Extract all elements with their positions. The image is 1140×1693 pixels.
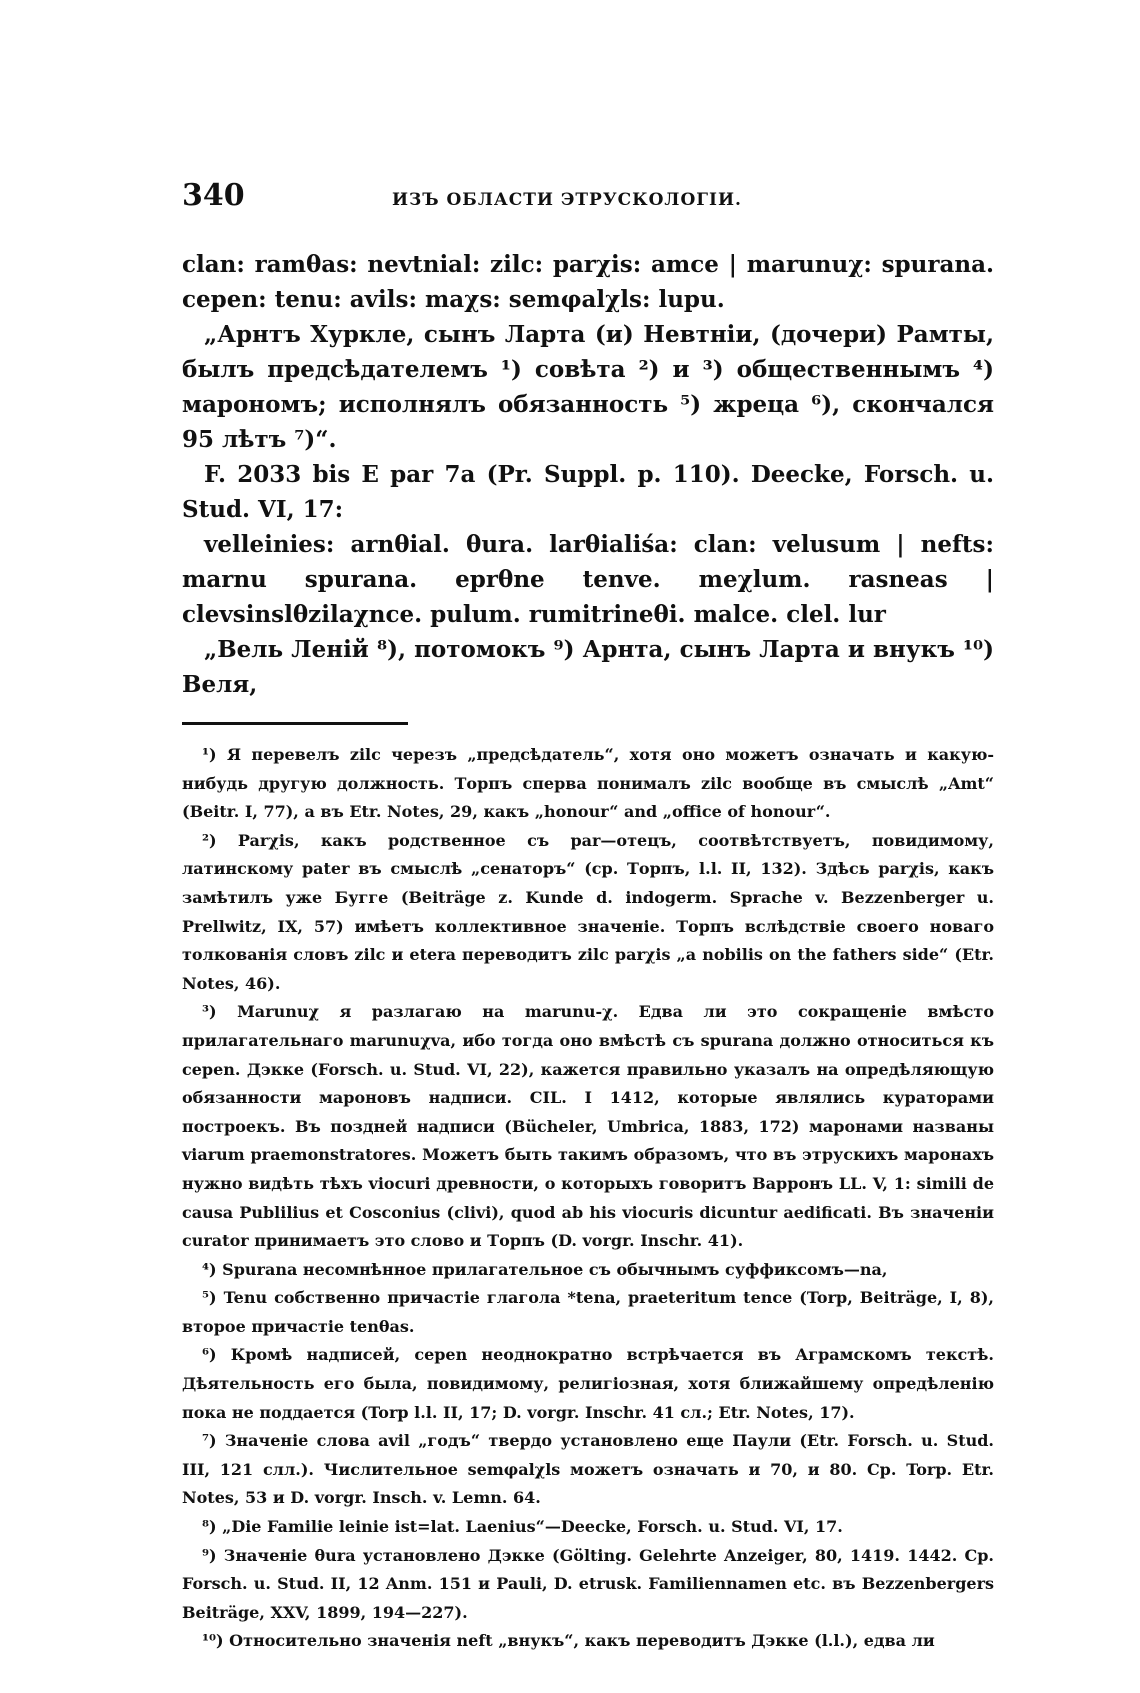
- footnote-separator: [182, 722, 408, 725]
- footnotes: [182, 741, 994, 1656]
- inscription-line-2: velleinies: arnθial. θura. larθialiśa: clan: velusum | nefts: marnu spurana. eprθne tenve. meχlum. rasneas | clevsinslθzilaχnce. pulum. rumitrineθi. malce. clel. lur: [182, 531, 994, 628]
- inscription-line-1: clan: ramθas: nevtnial: zilc: parχis: amce | marunuχ: spurana. cepen: tenu: avils: maχs: semφalχls: lupu.: [182, 251, 994, 313]
- book-page: [182, 178, 994, 1656]
- translation-2: „Вель Леній ⁸), потомокъ ⁹) Арнта, сынъ Ларта и внукъ ¹⁰) Веля,: [182, 636, 994, 698]
- main-text: [182, 247, 994, 702]
- footnote: ⁵) Tenu собственно причастіе глагола *tena, praeteritum tence (Torp, Beiträge, I, 8), второе причастіе tenθas.: [182, 1288, 994, 1336]
- footnote: ¹) Я перевелъ zilc черезъ „предсѣдатель“, хотя оно можетъ означать и какую-нибудь другую должность. Торпъ сперва понималъ zilc вообще въ смыслѣ „Amt“ (Beitr. I, 77), а въ Etr. Notes, 29, какъ „honour“ and „office of honour“.: [182, 745, 994, 822]
- running-title: ИЗЪ ОБЛАСТИ ЭТРУСКОЛОГІИ.: [392, 190, 742, 210]
- reference-line: F. 2033 bis E par 7a (Pr. Suppl. p. 110). Deecke, Forsch. u. Stud. VI, 17:: [182, 461, 994, 523]
- footnote: ⁸) „Die Familie leinie ist=lat. Laenius“—Deecke, Forsch. u. Stud. VI, 17.: [202, 1517, 843, 1537]
- translation-1: „Арнтъ Хуркле, сынъ Ларта (и) Невтніи, (дочери) Рамты, былъ предсѣдателемъ ¹) совѣта ²) и ³) общественнымъ ⁴) марономъ; исполнялъ обязанность ⁵) жреца ⁶), скончался 95 лѣтъ ⁷)“.: [182, 321, 994, 453]
- footnote: ⁴) Spurana несомнѣнное прилагательное съ обычнымъ суффиксомъ—na,: [202, 1259, 888, 1279]
- footnote: ²) Parχis, какъ родственное съ par—отецъ, соотвѣтствуетъ, повидимому, латинскому pater въ смыслѣ „сенаторъ“ (ср. Торпъ, l.l. II, 132). Здѣсь parχis, какъ замѣтилъ уже Бугге (Beiträge z. Kunde d. indogerm. Sprache v. Bezzenberger u. Prellwitz, IX, 57) имѣетъ коллективное значеніе. Торпъ вслѣдствіе своего новаго толкованія словъ zilc и etera переводитъ zilc parχis „a nobilis on the fathers side“ (Etr. Notes, 46).: [182, 830, 994, 993]
- page-number: 340: [182, 178, 245, 213]
- footnote: ³) Marunuχ я разлагаю на marunu-χ. Едва ли это сокращеніе вмѣсто прилагательнаго marunuχva, ибо тогда оно вмѣстѣ съ spurana должно относиться къ cepen. Дэкке (Forsch. u. Stud. VI, 22), кажется правильно указалъ на опредѣляющую обязанности мароновъ надписи. CIL. I 1412, которые являлись кураторами построекъ. Въ поздней надписи (Bücheler, Umbrica, 1883, 172) маронами названы viarum praemonstratores. Можетъ быть такимъ образомъ, что въ этрускихъ маронахъ нужно видѣть тѣхъ viocuri древности, о которыхъ говоритъ Варронъ LL. V, 1: simili de causa Publilius et Cosconius (clivi), quod ab his viocuris dicuntur aedificati. Въ значеніи curator принимаетъ это слово и Торпъ (D. vorgr. Inschr. 41).: [182, 1002, 994, 1251]
- footnote: ¹⁰) Относительно значенія neft „внукъ“, какъ переводитъ Дэкке (l.l.), едва ли: [202, 1631, 935, 1651]
- footnote: ⁶) Кромѣ надписей, cepen неоднократно встрѣчается въ Аграмскомъ текстѣ. Дѣятельность его была, повидимому, религіозная, хотя ближайшему опредѣленію пока не поддается (Torp l.l. II, 17; D. vorgr. Inschr. 41 сл.; Etr. Notes, 17).: [182, 1345, 994, 1422]
- footnote: ⁹) Значеніе θura установлено Дэкке (Gölting. Gelehrte Anzeiger, 80, 1419. 1442. Ср. Forsch. u. Stud. II, 12 Anm. 151 и Pauli, D. etrusk. Familiennamen etc. въ Bezzenbergers Beiträge, XXV, 1899, 194—227).: [182, 1545, 994, 1622]
- footnote: ⁷) Значеніе слова avil „годъ“ твердо установлено еще Паули (Etr. Forsch. u. Stud. III, 121 слл.). Числительное semφalχls можетъ означать и 70, и 80. Ср. Torp. Etr. Notes, 53 и D. vorgr. Insch. v. Lemn. 64.: [182, 1431, 994, 1508]
- page-header: [182, 178, 994, 213]
